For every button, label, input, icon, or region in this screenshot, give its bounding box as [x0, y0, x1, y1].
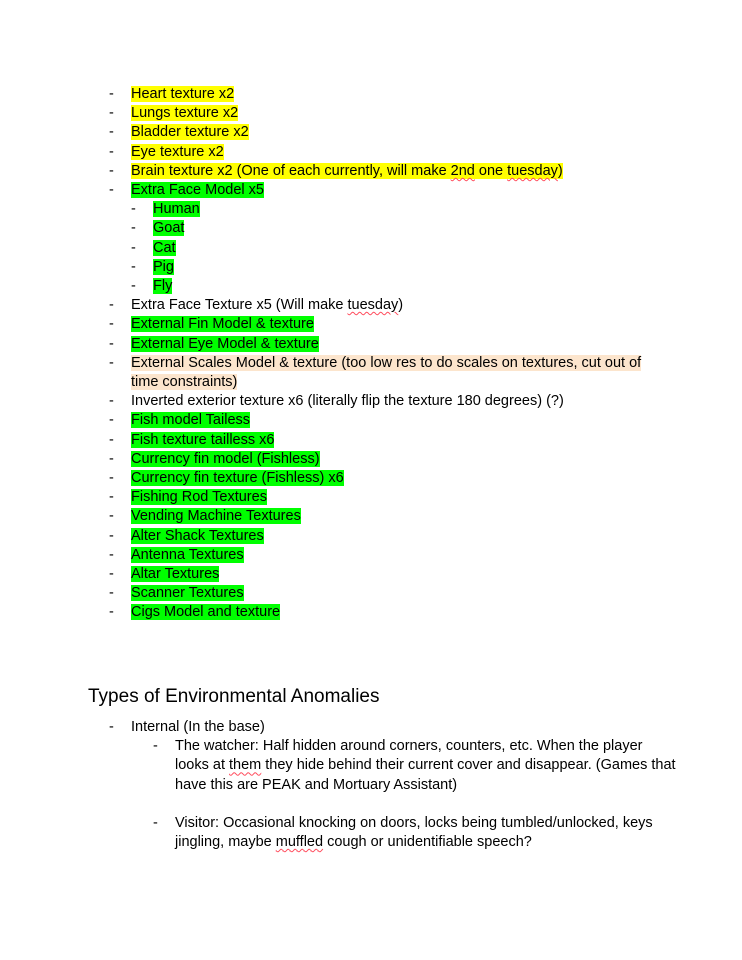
bullet: -	[109, 182, 114, 199]
highlighted-text	[109, 450, 320, 467]
bullet: -	[109, 86, 114, 102]
highlighted-text	[109, 546, 244, 563]
list-item	[109, 565, 669, 584]
bullet: -	[109, 297, 114, 314]
highlighted-text	[109, 527, 264, 544]
highlighted-text	[109, 412, 251, 429]
bullet: -	[109, 431, 114, 448]
list-item-text: Goat	[153, 220, 185, 237]
highlighted-text	[109, 604, 281, 621]
list-item-text: Heart texture x2	[131, 86, 235, 102]
texture-task-list	[109, 85, 669, 623]
list-item-text: )	[557, 162, 563, 179]
bullet: -	[109, 527, 114, 544]
highlighted-text	[109, 124, 249, 141]
bullet: -	[131, 201, 136, 218]
list-item	[109, 546, 669, 565]
face-model-sublist	[109, 200, 669, 296]
list-item-text: The watcher: Half hidden around corners, counters, etc. When the player looks at	[175, 738, 643, 774]
spellcheck-word[interactable]: tuesday	[507, 162, 558, 179]
list-item	[109, 296, 669, 315]
highlighted-text	[109, 335, 319, 352]
list-item	[109, 431, 669, 450]
highlighted-text	[109, 489, 267, 506]
highlighted-text	[131, 278, 173, 295]
bullet: -	[109, 719, 114, 735]
list-item	[109, 507, 669, 526]
bullet: -	[109, 354, 114, 371]
sub-list-item	[153, 737, 679, 795]
list-item-text: Pig	[153, 258, 174, 275]
list-item-text: Altar Textures	[131, 566, 220, 583]
highlighted-text	[109, 470, 344, 487]
bullet: -	[109, 162, 114, 179]
list-item-text: Extra Face Texture x5 (Will make	[131, 297, 348, 314]
highlighted-text	[109, 354, 642, 391]
list-item-text: Bladder texture x2	[131, 124, 249, 141]
spellcheck-word[interactable]: 2nd	[450, 162, 475, 179]
list-item	[109, 335, 669, 354]
list-item	[109, 315, 669, 334]
highlighted-text	[109, 508, 301, 525]
sub-list-item	[131, 258, 669, 277]
list-item-text: cough or unidentifiable speech?	[323, 834, 532, 851]
blank-line	[153, 795, 679, 814]
highlighted-text	[109, 316, 314, 333]
bullet: -	[109, 604, 114, 621]
list-item-text: they hide behind their current cover and disappear. (Games that have this are PEAK and Mortuary Assistant)	[175, 757, 676, 793]
list-item	[109, 411, 669, 430]
section-heading: Types of Environmental Anomalies	[88, 686, 380, 707]
list-item	[109, 488, 669, 507]
sub-list-item	[153, 814, 679, 852]
bullet: -	[109, 489, 114, 506]
highlighted-text	[109, 182, 264, 199]
highlighted-text	[109, 105, 239, 122]
list-item-text: Human	[153, 201, 200, 218]
bullet: -	[109, 566, 114, 583]
bullet: -	[109, 105, 114, 122]
list-item	[109, 603, 669, 622]
bullet: -	[131, 258, 136, 275]
list-item-text: Cigs Model and texture	[131, 604, 281, 621]
sub-list-item	[131, 219, 669, 238]
list-item	[109, 718, 679, 737]
spellcheck-word[interactable]: muffled	[275, 834, 324, 851]
list-item-text: Visitor: Occasional knocking on doors, locks being tumbled/unlocked, keys jingling, maybe	[175, 815, 653, 851]
bullet: -	[109, 412, 114, 429]
list-item	[109, 104, 669, 123]
list-item-text: Fly	[153, 278, 173, 295]
bullet: -	[109, 450, 114, 467]
list-item	[109, 123, 669, 142]
list-item-text: Currency fin model (Fishless)	[131, 450, 320, 467]
list-item-text: Vending Machine Textures	[131, 508, 301, 525]
list-item	[109, 181, 669, 200]
list-item-text: )	[398, 297, 404, 314]
list-item	[109, 584, 669, 603]
list-item-text: Inverted exterior texture x6 (literally flip the texture 180 degrees) (?)	[131, 393, 564, 410]
bullet: -	[131, 220, 136, 237]
highlighted-text	[131, 239, 176, 256]
bullet: -	[109, 124, 114, 141]
bullet: -	[109, 335, 114, 352]
highlighted-text	[131, 258, 174, 275]
bullet: -	[153, 738, 158, 755]
sub-list-item	[131, 200, 669, 219]
bullet: -	[131, 239, 136, 256]
list-item-text: External Scales Model & texture (too low res to do scales on textures, cut out of time constraints)	[131, 354, 642, 391]
list-item	[109, 162, 669, 181]
bullet: -	[109, 316, 114, 333]
list-item	[109, 85, 669, 104]
list-item-text: Lungs texture x2	[131, 105, 239, 122]
list-item-text: one	[474, 162, 508, 179]
list-item-text: External Eye Model & texture	[131, 335, 319, 352]
highlighted-text	[109, 162, 563, 179]
highlighted-text	[109, 585, 244, 602]
list-item-text: Eye texture x2	[131, 143, 224, 160]
list-item-text: Scanner Textures	[131, 585, 244, 602]
list-item	[109, 354, 669, 392]
bullet: -	[109, 470, 114, 487]
list-item-text: Cat	[153, 239, 176, 256]
bullet: -	[109, 508, 114, 525]
bullet: -	[109, 143, 114, 160]
highlighted-text	[109, 86, 235, 102]
bullet: -	[109, 546, 114, 563]
list-item-text: Internal (In the base)	[131, 719, 265, 735]
list-item-text: External Fin Model & texture	[131, 316, 314, 333]
anomaly-list	[109, 718, 679, 852]
highlighted-text	[109, 143, 224, 160]
internal-anomaly-sublist	[109, 737, 679, 852]
highlighted-text	[109, 431, 275, 448]
list-item	[109, 469, 669, 488]
list-item-text: Fishing Rod Textures	[131, 489, 267, 506]
bullet: -	[109, 393, 114, 410]
list-item-text: Fish model Tailess	[131, 412, 251, 429]
bullet: -	[153, 815, 158, 831]
list-item	[109, 143, 669, 162]
list-item	[109, 392, 669, 411]
list-item-text: Antenna Textures	[131, 546, 244, 563]
sub-list-item	[131, 277, 669, 296]
list-item	[109, 527, 669, 546]
bullet: -	[131, 278, 136, 295]
bullet: -	[109, 585, 114, 602]
spellcheck-word[interactable]: tuesday	[347, 297, 399, 314]
sub-list-item	[131, 239, 669, 258]
highlighted-text	[109, 566, 220, 583]
list-item-text: Brain texture x2 (One of each currently, will make	[131, 162, 451, 179]
list-item-text: Currency fin texture (Fishless) x6	[131, 470, 344, 487]
highlighted-text	[131, 220, 185, 237]
highlighted-text	[131, 201, 200, 218]
list-item-text: Extra Face Model x5	[131, 182, 264, 199]
list-item-text: Alter Shack Textures	[131, 527, 264, 544]
list-item	[109, 450, 669, 469]
list-item-text: Fish texture tailless x6	[131, 431, 275, 448]
spellcheck-word[interactable]: them	[229, 757, 262, 774]
